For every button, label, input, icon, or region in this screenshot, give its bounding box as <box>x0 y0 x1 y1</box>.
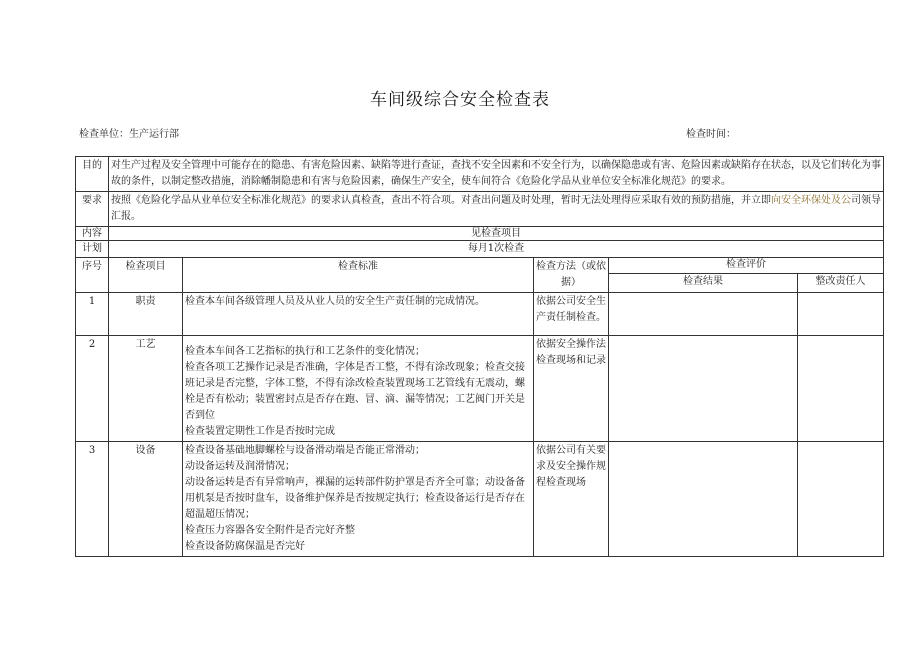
column-header-row <box>76 258 884 274</box>
row-person[interactable] <box>798 293 884 336</box>
content-value: 见检查项目 <box>109 227 884 241</box>
safety-checklist-table <box>75 156 884 557</box>
purpose-row <box>76 157 884 192</box>
inspection-unit-label: 检查单位： <box>79 129 129 140</box>
column-header-method: 检查方法（或依据） <box>534 258 609 293</box>
standard-line: 动设备运转及润滑情况； <box>185 461 295 472</box>
requirement-text-end: 司领导汇报。 <box>111 195 881 222</box>
standard-line: 检查各项工艺操作记录是否准确，字体是否工整，不得有涂改现象；检查交接班记录是否完整，字体工整，不得有涂改检查装置现场工艺管线有无震动，螺栓是否有松动；装置密封点是否存在跑、冒、滴、漏等情况；工艺阀门开关是否到位 <box>185 362 525 421</box>
row-no: 3 <box>76 442 109 557</box>
requirement-label: 要求 <box>76 192 109 227</box>
standard-line: 检查本车间各工艺指标的执行和工艺条件的变化情况； <box>185 346 425 357</box>
row-item: 工艺 <box>109 336 183 442</box>
standard-line: 检查压力容器各安全附件是否完好齐整 <box>185 525 355 536</box>
standard-line: 检查设备防腐保温是否完好 <box>185 541 305 552</box>
row-item: 设备 <box>109 442 183 557</box>
purpose-text: 对生产过程及安全管理中可能存在的隐患、有害危险因素、缺陷等进行查证，查找不安全因素和不安全行为，以确保隐患或有害、危险因素或缺陷存在状态，以及它们转化为事故的条件，以制定整改措施，消除幡制隐患和有害与危险因素，确保生产安全，使车间符合《危险化学品从业单位安全标准化规范》的要求。 <box>109 157 884 192</box>
purpose-label: 目的 <box>76 157 109 192</box>
column-header-item: 检查项目 <box>109 258 183 293</box>
row-method: 依据公司有关要求及安全操作规程检查现场 <box>534 442 609 557</box>
row-no: 1 <box>76 293 109 336</box>
column-header-person: 整改责任人 <box>798 274 884 293</box>
row-method: 依据公司安全生产责任制检查。 <box>534 293 609 336</box>
inspection-time <box>686 125 736 140</box>
inspection-time-label: 检查时间： <box>686 129 736 140</box>
row-person[interactable] <box>798 336 884 442</box>
standard-line: 检查本车间各级管理人员及从业人员的安全生产责任制的完成情况。 <box>185 296 485 307</box>
row-standard <box>183 336 534 442</box>
plan-row <box>76 241 884 258</box>
table-row <box>76 293 884 336</box>
column-header-evaluation: 检查评价 <box>609 258 884 274</box>
standard-line: 动设备运转是否有异常响声，裸漏的运转部件防护罩是否齐全可靠；动设备备用机泵是否按时盘车，设备维护保养是否按规定执行；检查设备运行是否存在超温超压情况； <box>185 477 525 520</box>
row-item: 职责 <box>109 293 183 336</box>
table-row <box>76 336 884 442</box>
standard-line: 检查装置定期性工作是否按时完成 <box>185 426 335 437</box>
row-standard <box>183 442 534 557</box>
row-no: 2 <box>76 336 109 442</box>
inspection-unit-value: 生产运行部 <box>129 129 179 140</box>
row-method: 依据安全操作法检查现场和记录 <box>534 336 609 442</box>
row-standard <box>183 293 534 336</box>
row-result[interactable] <box>609 336 798 442</box>
column-header-no: 序号 <box>76 258 109 293</box>
standard-line: 检查设备基础地脚螺栓与设备滑动端是否能正常滑动； <box>185 445 425 456</box>
inspection-unit <box>79 125 179 140</box>
requirement-text-highlight: 向安全环保处及公 <box>771 195 851 206</box>
requirement-text-main: 按照《危险化学品从业单位安全标准化规范》的要求认真检查，查出不符合项。对查出问题及时处理，暂时无法处理得应采取有效的预防措施，并立即 <box>111 195 771 206</box>
content-label: 内容 <box>76 227 109 241</box>
plan-value: 每月1次检查 <box>109 241 884 258</box>
row-result[interactable] <box>609 442 798 557</box>
requirement-text <box>109 192 884 227</box>
plan-label: 计划 <box>76 241 109 258</box>
column-header-result: 检查结果 <box>609 274 798 293</box>
content-row <box>76 227 884 241</box>
table-row <box>76 442 884 557</box>
page-title: 车间级综合安全检查表 <box>370 90 550 110</box>
row-result[interactable] <box>609 293 798 336</box>
column-header-standard: 检查标准 <box>183 258 534 293</box>
row-person[interactable] <box>798 442 884 557</box>
requirement-row <box>76 192 884 227</box>
